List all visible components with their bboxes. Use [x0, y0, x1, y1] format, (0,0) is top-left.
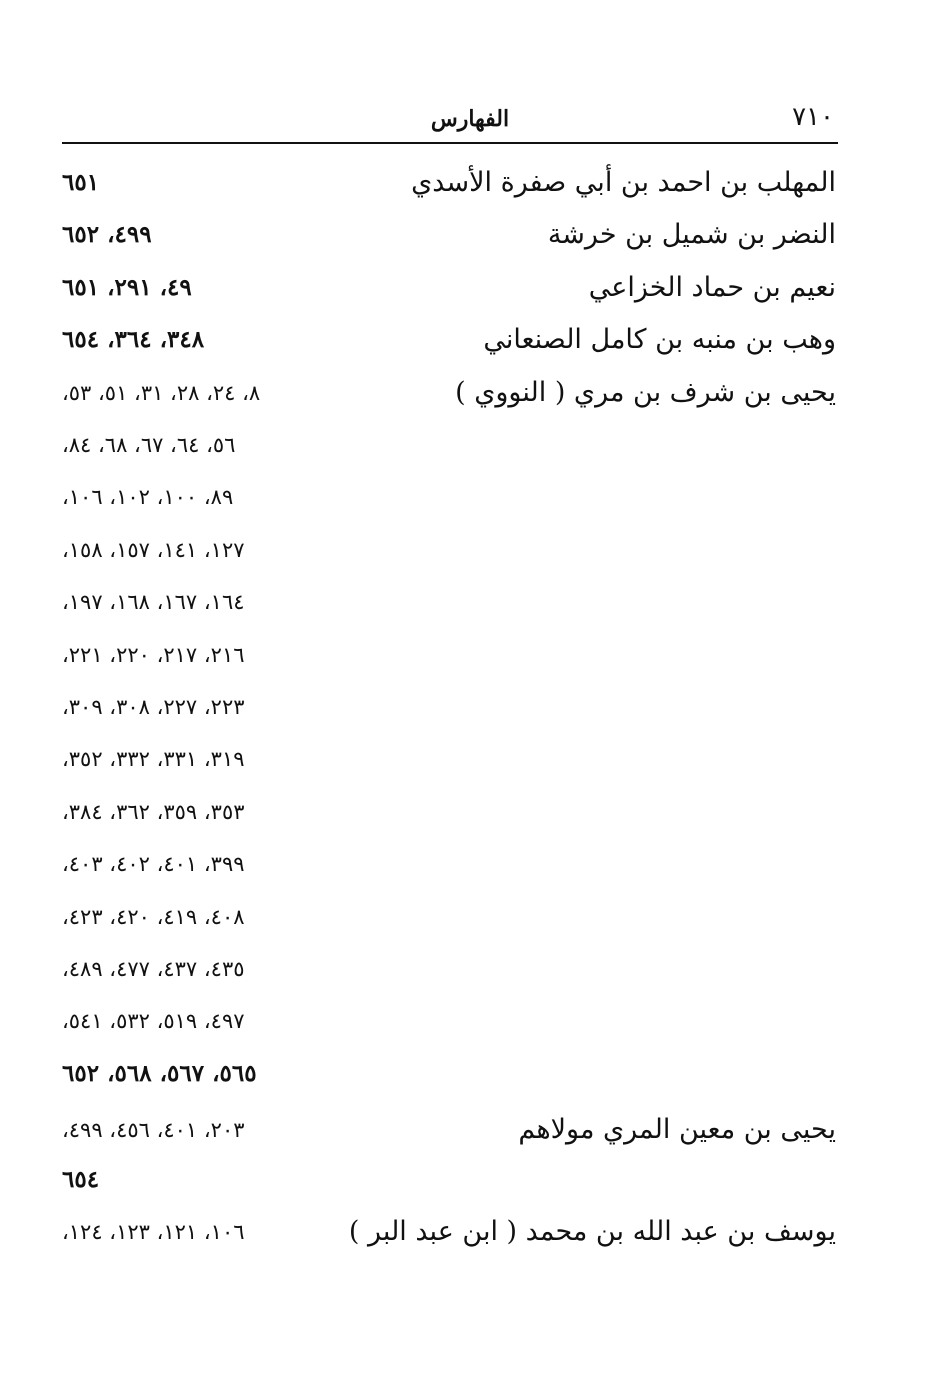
header-rule: [62, 142, 838, 144]
running-title: الفهارس: [430, 106, 510, 132]
index-entry: [0, 630, 942, 680]
entry-name: يوسف بن عبد الله بن محمد ( ابن عبد البر ): [348, 1216, 836, 1247]
entry-pages: ٨، ٢٤، ٢٨، ٣١، ٥١، ٥٣،: [62, 381, 261, 405]
index-entry: [0, 892, 942, 942]
page-header: [62, 98, 838, 144]
entry-name: وهب بن منبه بن كامل الصنعاني: [483, 324, 836, 355]
entry-pages: ٢٢٣، ٢٢٧، ٣٠٨، ٣٠٩،: [62, 695, 245, 719]
entry-pages: ١٦٤، ١٦٧، ١٦٨، ١٩٧،: [62, 590, 245, 614]
index-entry: [0, 996, 942, 1046]
entry-pages: ٣٩٩، ٤٠١، ٤٠٢، ٤٠٣،: [62, 852, 245, 876]
index-entry: [0, 472, 942, 522]
index-entry: [0, 734, 942, 784]
index-entry: [0, 1105, 942, 1155]
entry-pages: ١٠٦، ١٢١، ١٢٣، ١٢٤،: [62, 1220, 245, 1244]
index-entry: [0, 263, 942, 313]
index-entry: [0, 682, 942, 732]
index-entry: [0, 787, 942, 837]
entry-pages: ٥٦، ٦٤، ٦٧، ٦٨، ٨٤،: [62, 433, 236, 457]
index-entry: [0, 839, 942, 889]
entry-pages: ٤٩، ٢٩١، ٦٥١: [62, 274, 192, 301]
index-entry: [0, 1049, 942, 1099]
entry-pages: ٢١٦، ٢١٧، ٢٢٠، ٢٢١،: [62, 643, 245, 667]
entry-pages: ٤٩٩، ٦٥٢: [62, 221, 152, 248]
entry-pages: ٦٥٤: [62, 1166, 100, 1193]
index-entry: [0, 525, 942, 575]
index-entry: [0, 368, 942, 418]
entry-name: يحيى بن معين المري مولاهم: [518, 1114, 836, 1145]
entry-name: المهلب بن احمد بن أبي صفرة الأسدي: [411, 167, 836, 198]
entry-pages: ٤٩٧، ٥١٩، ٥٣٢، ٥٤١،: [62, 1009, 245, 1033]
entry-pages: ٣٤٨، ٣٦٤، ٦٥٤: [62, 326, 205, 353]
entry-pages: ١٢٧، ١٤١، ١٥٧، ١٥٨،: [62, 538, 245, 562]
index-entry: [0, 210, 942, 260]
entry-pages: ٤٠٨، ٤١٩، ٤٢٠، ٤٢٣،: [62, 905, 245, 929]
index-entry: [0, 315, 942, 365]
entry-name: النضر بن شميل بن خرشة: [547, 219, 836, 250]
entry-pages: ٦٥١: [62, 169, 100, 196]
entry-name: يحيى بن شرف بن مري ( النووي ): [455, 377, 836, 408]
entry-pages: ٨٩، ١٠٠، ١٠٢، ١٠٦،: [62, 485, 234, 509]
entry-pages: ٥٦٥، ٥٦٧، ٥٦٨، ٦٥٢: [62, 1060, 257, 1087]
index-entry: [0, 1207, 942, 1257]
entry-pages: ٢٠٣، ٤٠١، ٤٥٦، ٤٩٩،: [62, 1118, 245, 1142]
index-entry: [0, 944, 942, 994]
entry-name: نعيم بن حماد الخزاعي: [588, 272, 836, 303]
index-entry: [0, 420, 942, 470]
entry-pages: ٤٣٥، ٤٣٧، ٤٧٧، ٤٨٩،: [62, 957, 245, 981]
index-entry: [0, 158, 942, 208]
entry-pages: ٣١٩، ٣٣١، ٣٣٢، ٣٥٢،: [62, 747, 245, 771]
entry-pages: ٣٥٣، ٣٥٩، ٣٦٢، ٣٨٤،: [62, 800, 245, 824]
index-entry: [0, 1155, 942, 1205]
index-entry: [0, 577, 942, 627]
page-number: ٧١٠: [792, 102, 834, 132]
